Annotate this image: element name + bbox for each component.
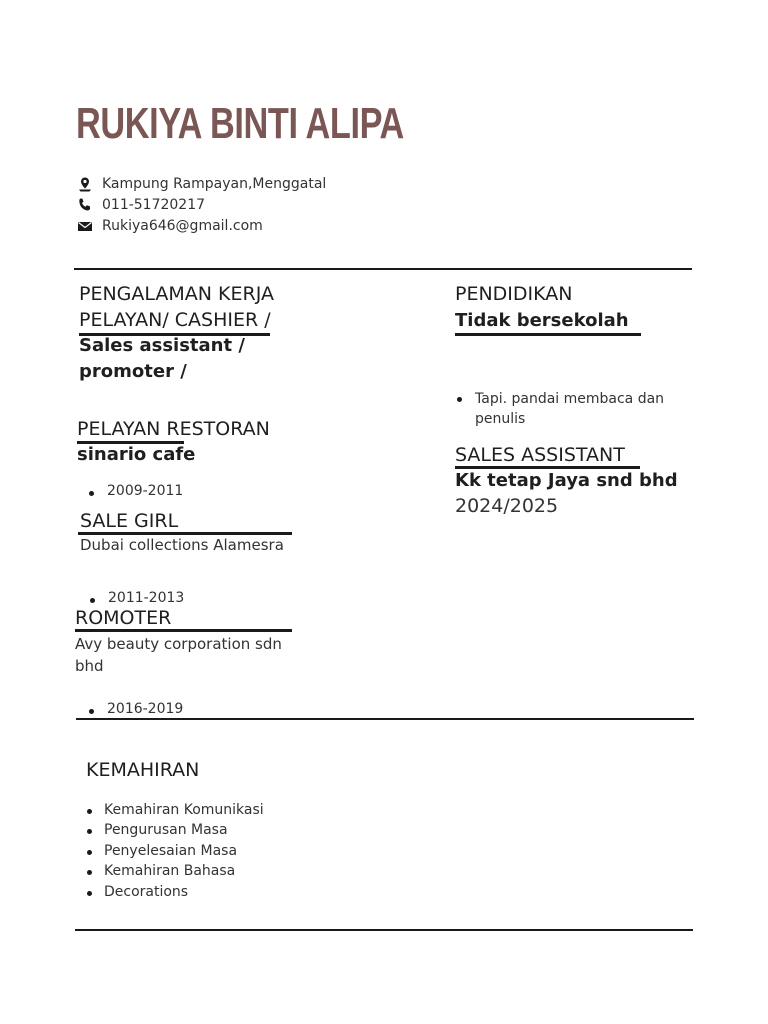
job-company: Dubai collections Alamesra [80, 536, 284, 554]
education-status: Tidak bersekolah [455, 310, 629, 331]
resume-name: RUKIYA BINTI ALIPA [76, 99, 404, 148]
job-underline [78, 532, 292, 535]
education-underline [455, 333, 641, 336]
job-company: sinario cafe [77, 444, 196, 465]
job-title: ROMOTER [75, 607, 172, 629]
divider-top [74, 268, 692, 270]
experience-role-line1: PELAYAN/ CASHIER / [79, 309, 271, 331]
skills-heading: KEMAHIRAN [86, 759, 200, 781]
education-note: Tapi. pandai membaca dan penulis [455, 389, 695, 429]
skill-item: Decorations [86, 882, 264, 902]
skill-item: Kemahiran Bahasa [86, 861, 264, 881]
email-text: Rukiya646@gmail.com [102, 218, 263, 234]
contact-phone [77, 195, 205, 215]
contact-email [77, 216, 263, 236]
phone-icon [77, 197, 93, 213]
skill-item: Penyelesaian Masa [86, 841, 264, 861]
contact-address [77, 174, 326, 194]
job-period: 2016-2019 [87, 701, 768, 717]
education-heading: PENDIDIKAN [455, 283, 573, 305]
skill-item: Pengurusan Masa [86, 820, 264, 840]
address-text: Kampung Rampayan,Menggatal [102, 176, 327, 192]
sales-title: SALES ASSISTANT [455, 444, 625, 466]
skills-list [86, 800, 264, 902]
job-title: PELAYAN RESTORAN [77, 418, 270, 440]
skill-item: Kemahiran Komunikasi [86, 800, 264, 820]
experience-role-line2: Sales assistant / [79, 335, 245, 356]
sales-period: 2024/2025 [455, 495, 559, 517]
job-period: 2009-2011 [87, 483, 768, 499]
job-company: Avy beauty corporation sdn bhd [75, 635, 282, 675]
envelope-icon [77, 218, 93, 234]
experience-heading: PENGALAMAN KERJA [79, 283, 274, 305]
divider-middle [76, 718, 694, 720]
location-pin-icon [77, 176, 93, 192]
sales-company: Kk tetap Jaya snd bhd [455, 470, 678, 491]
job-title: SALE GIRL [80, 510, 179, 532]
experience-role-line3: promoter / [79, 361, 187, 382]
job-underline [75, 629, 292, 632]
job-period: 2011-2013 [88, 590, 768, 606]
phone-text: 011-51720217 [102, 197, 206, 213]
divider-bottom [75, 929, 693, 931]
sales-underline [455, 466, 640, 469]
